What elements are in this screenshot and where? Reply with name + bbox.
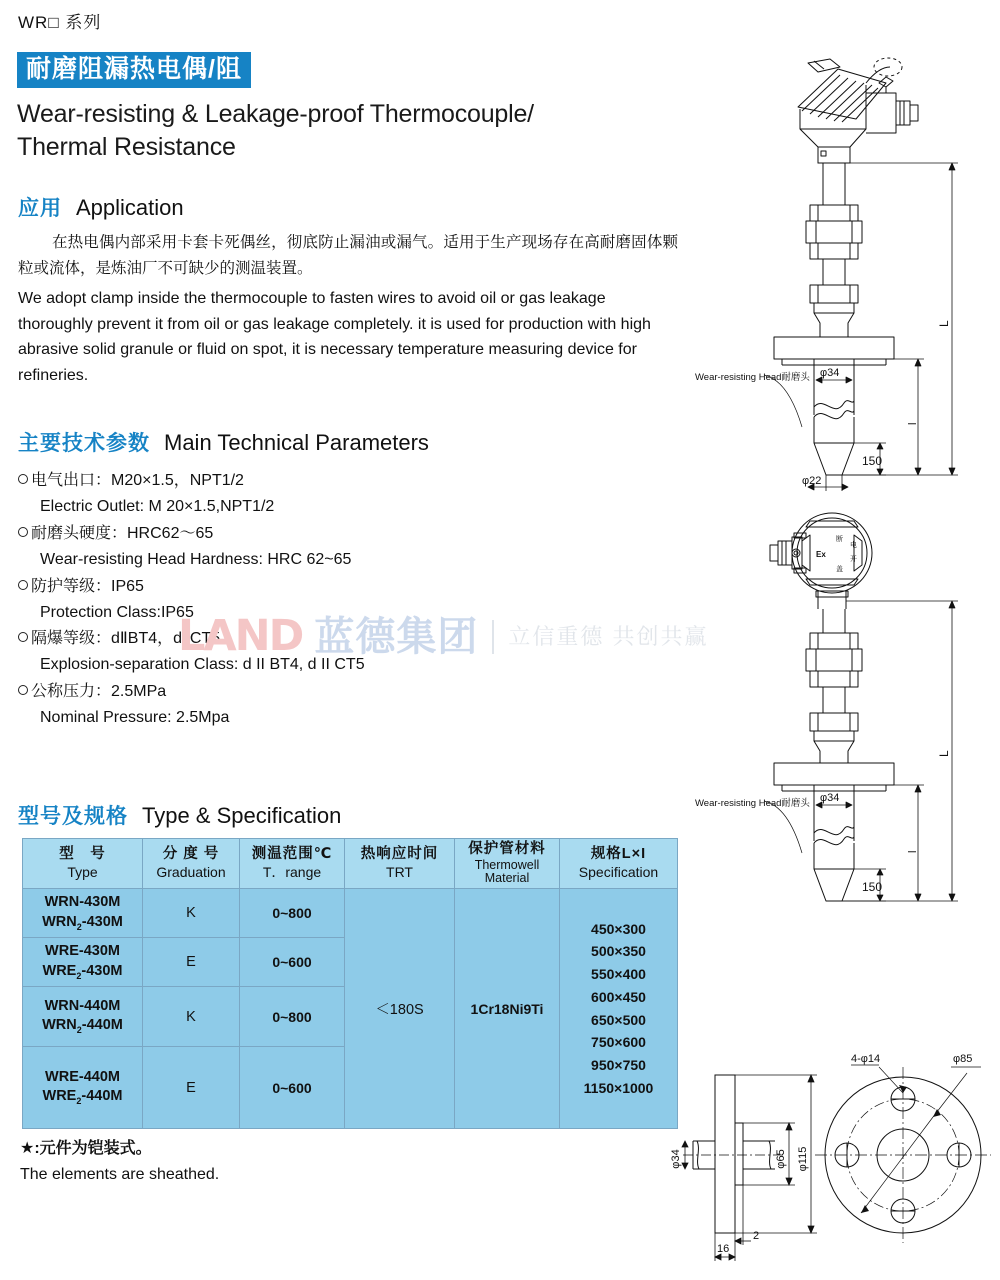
watermark-logo: LAND	[178, 611, 303, 661]
head-mark-ex: Ex	[816, 550, 826, 559]
spec-value: 550×400	[591, 966, 646, 983]
parameter-cn	[18, 521, 678, 547]
col-header-type-cn: 型 号	[59, 846, 106, 863]
label-150: 150	[862, 454, 883, 468]
parameter-en: Wear-resisting Head Hardness: HRC 62~65	[40, 550, 352, 568]
product-title-en	[17, 98, 667, 165]
spec-heading-en: Type & Specification	[142, 803, 342, 828]
cell-range: 0~600	[240, 938, 345, 987]
label-2: 2	[753, 1230, 760, 1242]
drawing-middle-svg	[690, 505, 1000, 894]
parameter-en: Nominal Pressure: 2.5Mpa	[40, 709, 230, 727]
series-label: WR□ 系列	[18, 13, 102, 32]
product-title-en-line2: Thermal Resistance	[17, 133, 236, 162]
parameters-heading-cn: 主要技术参数	[18, 432, 150, 455]
col-header-material-en: Thermowell Material	[474, 857, 540, 886]
specification-table	[22, 838, 678, 1129]
label-phi34-flange: φ34	[670, 1149, 682, 1169]
application-text-cn-body: 在热电偶内部采用卡套卡死偶丝，彻底防止漏油或漏气。适用于生产现场存在高耐磨固体颗粒或流体，是炼油厂不可缺少的测温装置。	[18, 234, 678, 277]
parameter-cn-text: 公称压力：2.5MPa	[31, 683, 167, 701]
label-150-mid: 150	[862, 880, 883, 894]
cell-specification	[560, 889, 678, 1129]
type-line-2: $WRN_2-430M$	[42, 913, 123, 932]
col-header-material-cn: 保护管材料	[468, 841, 546, 858]
bullet-ring-icon	[18, 474, 28, 484]
col-header-graduation	[143, 839, 240, 889]
label-bolt-holes: 4-φ14	[851, 1053, 881, 1065]
type-line-2: $WRE_2-440M$	[42, 1088, 123, 1107]
cell-range: 0~800	[240, 987, 345, 1047]
application-text-en: We adopt clamp inside the thermocouple to fasten wires to avoid oil or gas leakage thoroughly prevent it from oil or gas leakage completely. it is used for production with high abrasive solid granule or fluid on spot, it is necessary temperature measuring device for refineries.	[18, 290, 651, 384]
parameter-en: Explosion-separation Class: d II BT4, d II CT5	[40, 656, 365, 674]
drawing-top-labels	[802, 320, 951, 487]
head-mark-2: 电	[850, 542, 857, 549]
parameter-en: Protection Class:IP65	[40, 603, 194, 621]
application-heading	[18, 192, 184, 222]
flange-front-view	[815, 1065, 991, 1243]
note-cn: ★:元件为铠装式。	[20, 1140, 152, 1157]
label-l-mid: l	[907, 850, 919, 853]
spec-value: 450×300	[591, 920, 646, 937]
label-l: l	[907, 422, 919, 425]
type-line-2: $WRN_2-440M$	[42, 1017, 123, 1036]
table-header-row	[23, 839, 678, 889]
spec-value: 500×350	[591, 943, 646, 960]
parameter-item	[18, 574, 678, 626]
label-16: 16	[717, 1243, 730, 1255]
parameter-item	[18, 626, 678, 678]
product-title-cn: 耐磨阻漏热电偶/阻	[17, 52, 251, 88]
drawing-thermocouple-explosion-proof	[690, 505, 1000, 894]
parameter-cn-text: 隔爆等级：dⅡBT4，dⅡCT5	[31, 630, 221, 648]
spec-value: 600×450	[591, 988, 646, 1005]
application-text-cn	[18, 230, 678, 281]
bullet-ring-icon	[18, 632, 28, 642]
col-header-graduation-cn: 分 度 号	[162, 846, 220, 863]
col-header-trt-en: TRT	[386, 863, 413, 880]
product-title-en-line1: Wear-resisting & Leakage-proof Thermocouple/	[17, 100, 534, 128]
parameter-cn	[18, 679, 678, 705]
cell-graduation: K	[143, 987, 240, 1047]
parameter-cn-text: 电气出口：M20×1.5，NPT1/2	[31, 472, 244, 489]
head-mark-4: 盖	[836, 566, 843, 573]
cell-type	[23, 889, 143, 938]
head-assembly	[774, 58, 918, 475]
parameter-item	[18, 521, 678, 573]
col-header-trt	[345, 839, 455, 889]
cell-range: 0~600	[240, 1047, 345, 1129]
parameter-cn	[18, 626, 678, 652]
col-header-range	[240, 839, 345, 889]
type-line-1: WRN-430M	[44, 894, 121, 911]
drawing-thermocouple-standard	[690, 55, 1000, 487]
head-mark-3: 开	[850, 556, 857, 563]
drawing-flange	[665, 1045, 1000, 1280]
parameter-item	[18, 468, 678, 520]
label-wear-resisting-head: Wear-resisting Head耐磨头	[695, 372, 810, 383]
parameter-item	[18, 679, 678, 731]
spec-heading	[18, 800, 341, 830]
dimension-L	[842, 163, 958, 475]
cell-type	[23, 938, 143, 987]
label-L: L	[937, 320, 951, 327]
type-line-1: WRE-440M	[45, 1068, 120, 1085]
parameters-list	[18, 468, 678, 732]
cell-graduation: K	[143, 889, 240, 938]
label-wear-resisting-head-mid: Wear-resisting Head耐磨头	[695, 798, 810, 809]
label-phi115: φ115	[797, 1146, 809, 1172]
cell-range: 0~800	[240, 889, 345, 938]
col-header-graduation-en: Graduation	[156, 863, 226, 880]
spec-heading-cn: 型号及规格	[18, 805, 128, 828]
label-phi34: φ34	[820, 367, 840, 379]
spec-value: 950×750	[591, 1056, 646, 1073]
bullet-ring-icon	[18, 527, 28, 537]
bullet-ring-icon	[18, 580, 28, 590]
bullet-ring-icon	[18, 685, 28, 695]
cell-trt: ＜180S	[345, 889, 455, 1129]
dimension-l	[894, 359, 924, 475]
dimension-l-mid	[894, 785, 924, 901]
spec-value: 650×500	[591, 1011, 646, 1028]
cell-type	[23, 987, 143, 1047]
label-L-mid: L	[937, 750, 951, 757]
parameter-cn-text: 耐磨头硬度：HRC62～65	[31, 524, 214, 542]
col-header-specification-cn: 规格L×I	[590, 846, 647, 863]
label-bolt-circle: φ85	[953, 1053, 973, 1065]
application-heading-cn: 应用	[18, 197, 62, 220]
type-line-2: $WRE_2-430M$	[42, 962, 123, 981]
drawing-flange-svg	[665, 1045, 1000, 1280]
type-line-1: WRN-440M	[44, 997, 121, 1014]
spec-value: 1150×1000	[583, 1079, 654, 1096]
col-header-specification	[560, 839, 678, 889]
col-header-type	[23, 839, 143, 889]
note-en: The elements are sheathed.	[20, 1166, 220, 1183]
label-phi34-mid: φ34	[820, 792, 840, 804]
col-header-range-cn: 测温范围℃	[251, 846, 333, 863]
col-header-range-en: T．range	[262, 863, 322, 880]
drawing-top-svg	[690, 55, 1000, 487]
table-row	[23, 889, 678, 938]
parameter-cn	[18, 468, 678, 494]
flange-side-view	[683, 1075, 785, 1233]
cell-type	[23, 1047, 143, 1129]
parameter-en: Electric Outlet: M 20×1.5,NPT1/2	[40, 497, 275, 515]
parameters-heading-en: Main Technical Parameters	[164, 430, 429, 455]
parameter-cn	[18, 574, 678, 600]
watermark-slogan: 立信重德 共创共赢	[508, 623, 709, 649]
col-header-material	[455, 839, 560, 889]
application-heading-en: Application	[76, 195, 184, 220]
cell-graduation: E	[143, 938, 240, 987]
col-header-specification-en: Specification	[578, 863, 659, 880]
label-phi22: φ22	[802, 475, 822, 487]
col-header-type-en: Type	[67, 863, 98, 880]
parameters-heading	[18, 427, 429, 457]
head-mark-1: 断	[836, 536, 843, 543]
cell-material: 1Cr18Ni9Ti	[455, 889, 560, 1129]
watermark-company: 蓝德集团	[314, 614, 479, 659]
parameter-cn-text: 防护等级：IP65	[31, 577, 144, 595]
col-header-trt-cn: 热响应时间	[360, 846, 439, 863]
label-phi65: φ65	[775, 1149, 787, 1169]
cell-graduation: E	[143, 1047, 240, 1129]
spec-value: 750×600	[591, 1034, 646, 1051]
type-line-1: WRE-430M	[45, 943, 120, 960]
